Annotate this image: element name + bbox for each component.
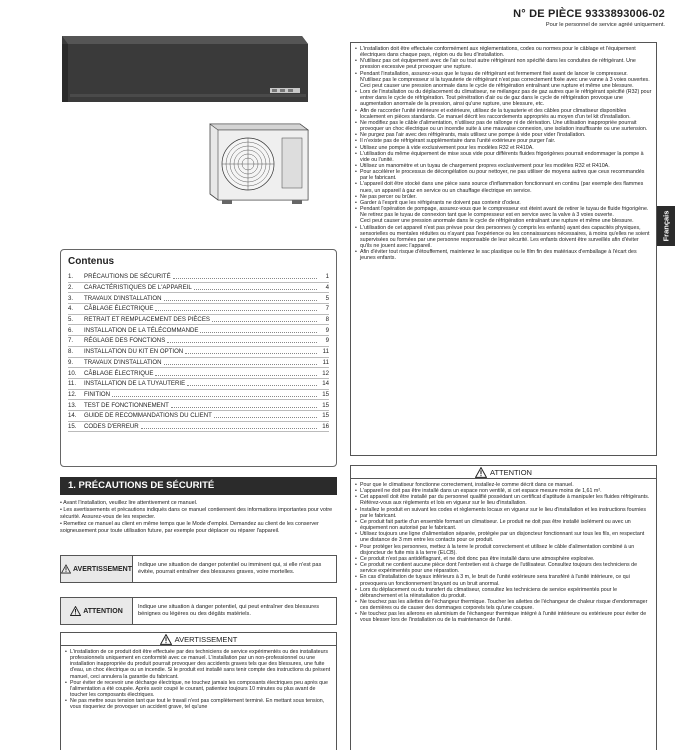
list-item: • Pour accélérer le processus de décongélation ou pour nettoyer, ne pas utiliser de moyens autres que ceux recommandés par le fabricant. [355,169,652,181]
toc-page-number: 9 [325,337,329,345]
part-number: N° DE PIÈCE 9333893006-02 [513,8,665,20]
toc-row[interactable] [68,422,329,433]
toc-row[interactable] [68,390,329,401]
attention-box [350,465,657,750]
toc-number: 11. [68,380,77,388]
list-item: • Ne touchez pas les ailettes de l'échangeur thermique. Toucher les ailettes de l'échangeur de chaleur risque d'endommager ces dernières ou de causer des dommages corporels tels qu'une coupure. [355,599,652,611]
toc-row[interactable] [68,272,329,283]
list-item: • Utilisez un manomètre et un tuyau de chargement propres exclusivement pour les modèles R32 et R410A. [355,163,652,169]
indoor-unit-image [62,36,308,102]
list-item: • Ce produit fait partie d'un ensemble formant un climatiseur. Le produit ne doit pas être installé isolément ou avec un équipement non autorisé par le fabricant. [355,519,652,531]
toc-entry-title: CÂBLAGE ÉLECTRIQUE [84,369,154,377]
list-item: • Afin de raccorder l'unité intérieure et extérieure, utilisez de la tuyauterie et des câbles pour climatiseur disponibles localement en pièces standards. Ce manuel décrit les raccordements appropriés au moyen d'un tel kit d'installation. [355,108,652,120]
toc-page-number: 7 [325,305,329,313]
toc-row[interactable] [68,315,329,326]
list-item: • En cas d'installation de tuyaux inférieurs à 3 m, le bruit de l'unité extérieure sera transféré à l'unité intérieure, ce qui provoquera un fonctionnement bruyant ou un bruit anormal. [355,574,652,586]
toc-page-number: 1 [325,273,329,281]
toc-page-number: 15 [322,412,329,420]
list-item: • Ne purgez pas l'air avec des réfrigérants, mais utilisez une pompe à vide pour vider l'installation. [355,132,652,138]
list-item: • Pour éviter de recevoir une décharge électrique, ne touchez jamais les composants électriques peu après que l'alimentation a été coupée. Après avoir coupé le courant, patientez toujours 10 minutes ou plus avant de toucher les composants électriques. [65,680,332,698]
table-of-contents [60,249,337,467]
list-item: • Il n'existe pas de réfrigérant supplémentaire dans l'unité extérieure pour purger l'air. [355,138,652,144]
toc-number: 8. [68,348,74,356]
toc-page-number: 16 [322,422,329,430]
toc-number: 10. [68,369,77,377]
toc-page-number: 11 [322,358,329,366]
toc-leader-dots [200,328,317,333]
toc-row[interactable] [68,400,329,411]
warning-list [61,646,336,714]
toc-entry-title: GUIDE DE RECOMMANDATIONS DU CLIENT [84,412,212,420]
list-item: • N'utilisez pas cet équipement avec de l'air ou tout autre réfrigérant non spécifié dans les conduites de réfrigérant. Une pression excessive peut provoquer une rupture. [355,58,652,70]
toc-entry-title: INSTALLATION DE LA TÉLÉCOMMANDE [84,326,199,334]
toc-leader-dots [214,413,317,418]
list-item: • Lors du déplacement ou du transfert du climatiseur, consultez les techniciens de service expérimentés pour le débranchement et la réinstallation du produit. [355,587,652,599]
toc-row[interactable] [68,336,329,347]
toc-row[interactable] [68,304,329,315]
warning-legend-desc: Indique une situation de danger potentiel ou imminent qui, si elle n'est pas évitée, pourrait entraîner des blessures graves, voire mortelles. [138,562,322,575]
list-item: N'utilisez pas le compresseur si la tuyauterie de réfrigérant n'est pas correctement fixée avec une vanne à 3 voies ouvertes. Ceci peut causer une pression anormale dans le cycle de réfrigération entraînant une rupture et même une blessure. [360,76,650,89]
page-header [470,8,665,28]
toc-page-number: 15 [322,401,329,409]
toc-entry-title: INSTALLATION DU KIT EN OPTION [84,348,184,356]
toc-page-number: 12 [322,369,329,377]
warning-box [60,632,337,750]
toc-row[interactable] [68,293,329,304]
toc-entry-title: CARACTÉRISTIQUES DE L'APPAREIL [84,284,192,292]
toc-row[interactable] [68,411,329,422]
list-item: • Ne touchez pas les ailerons en aluminium de l'échangeur thermique intégré à l'unité intérieure ou extérieure pour éviter de vous blesser lors de l'installation ou de la maintenance de l'unité. [355,611,652,623]
warning-triangle-icon [160,634,172,645]
safety-list [351,43,656,264]
list-item: • Utilisez une pompe à vide exclusivement pour les modèles R32 et R410A. [355,145,652,151]
list-item: Ne retirez pas le tuyau de connexion tant que le compresseur est en service avec la valve à 3 voies ouverte. [360,212,614,219]
toc-number: 12. [68,390,77,398]
toc-leader-dots [155,306,317,311]
toc-leader-dots [155,371,317,376]
list-item: • L'utilisation du même équipement de mise sous vide pour différents fluides frigorigènes pourrait endommager la pompe à vide ou l'unité. [355,151,652,163]
toc-entry-title: RETRAIT ET REMPLACEMENT DES PIÈCES [84,316,210,324]
language-tab[interactable] [656,206,675,246]
warning-box-title [61,633,336,646]
toc-number: 5. [68,316,74,324]
list-item: • Afin d'éviter tout risque d'étouffement, maintenez le sac plastique ou le film fin des matériaux d'emballage à l'écart des jeunes enfants. [355,249,652,261]
list-item: Ceci peut causer une pression anormale dans le cycle de réfrigération entraînant une rupture et même une blessure. [360,218,634,225]
list-item: • Garder à l'esprit que les réfrigérants ne doivent pas contenir d'odeur. [355,200,652,206]
toc-entry-title: PRÉCAUTIONS DE SÉCURITÉ [84,273,171,281]
warning-legend-label [61,556,133,582]
warning-legend-text: AVERTISSEMENT [73,565,132,573]
toc-number: 15. [68,422,77,430]
toc-entry-title: TRAVAUX D'INSTALLATION [84,294,162,302]
toc-row[interactable] [68,325,329,336]
toc-leader-dots [185,349,317,354]
warning-box-title-text: AVERTISSEMENT [174,634,238,644]
toc-row[interactable] [68,283,329,294]
toc-list [68,272,329,432]
toc-number: 3. [68,294,74,302]
list-item: • L'appareil ne doit pas être installé dans un espace non ventilé, si cet espace mesure moins de 1,61 m². [355,488,652,494]
list-item: • Pour que le climatiseur fonctionne correctement, installez-le comme décrit dans ce manuel. [355,482,652,488]
list-item: • L'appareil doit être stocké dans une pièce sans source d'inflammation fonctionnant en continu (par exemple des flammes nues, un appareil à gaz en service ou un chauffage électrique en service. [355,181,652,193]
list-item: • Pour protéger les personnes, mettez à la terre le produit correctement et utilisez le câble d'alimentation combiné à un disjoncteur de fuite mis à la terre (ELCB). [355,544,652,556]
language-tab-label: Français [661,210,670,242]
toc-page-number: 15 [322,390,329,398]
toc-page-number: 4 [325,284,329,292]
warning-triangle-icon [70,606,81,616]
toc-leader-dots [164,360,317,365]
header-subtitle: Pour le personnel de service agréé uniquement. [545,22,665,28]
toc-entry-title: CÂBLAGE ÉLECTRIQUE [84,305,154,313]
list-item: • Ne modifiez pas le câble d'alimentation, n'utilisez pas de rallonge ni de dérivation. Une utilisation inappropriée pourrait provoquer un choc électrique ou un incendie suite à une mauvaise connexion, une isolation insuffisante ou une surtension. [355,120,652,132]
toc-number: 14. [68,412,77,420]
warning-triangle-icon [475,467,487,478]
toc-title: Contenus [68,256,115,267]
toc-leader-dots [212,317,317,322]
toc-page-number: 11 [322,348,329,356]
warning-legend [60,555,337,583]
toc-number: 9. [68,358,74,366]
toc-row[interactable] [68,368,329,379]
list-item: • Pendant l'installation, assurez-vous que le tuyau de réfrigérant est fermement fixé avant de lancer le compresseur. [355,71,652,77]
list-item: • Installez le produit en suivant les codes et règlements locaux en vigueur sur le lieu d'installation et les instructions fournies par le fabricant. [355,507,652,519]
toc-row[interactable] [68,358,329,369]
toc-entry-title: CODES D'ERREUR [84,422,139,430]
toc-number: 7. [68,337,74,345]
attention-legend [60,597,337,625]
list-item: • Cet appareil doit être installé par du personnel qualifié possédant un certificat d'aptitude à manipuler les fluides réfrigérants. Référez-vous aux règlements et lois en vigueur sur le lieu d'installation. [355,494,652,506]
list-item: • Ce produit n'est pas antidéflagrant, et ne doit donc pas être installé dans une atmosphère explosive. [355,556,652,562]
list-item: • Utilisez toujours une ligne d'alimentation séparée, protégée par un disjoncteur fonctionnant sur tous les fils, en respectant une distance de 3 mm entre les contacts pour ce produit. [355,531,652,543]
section-heading: 1. PRÉCAUTIONS DE SÉCURITÉ [60,477,337,495]
intro-text [60,500,337,535]
toc-number: 6. [68,326,74,334]
list-item: • L'installation doit être effectuée conformément aux réglementations, codes ou normes pour le câblage et l'équipement électriques dans chaque pays, région ou du lieu d'installation. [355,46,652,58]
toc-leader-dots [112,392,317,397]
outdoor-unit-image [210,124,308,204]
safety-list-box [350,42,657,456]
product-illustration [60,30,310,240]
toc-leader-dots [167,338,317,343]
attention-box-title-text: ATTENTION [490,467,532,477]
toc-leader-dots [164,296,317,301]
toc-entry-title: RÉGLAGE DES FONCTIONS [84,337,166,345]
list-item: • Ne pas mettre sous tension tant que tout le travail n'est pas complètement terminé. En mettant sous tension, vous risqueriez de provoquer un accident grave, tel qu'une [65,698,332,710]
toc-number: 13. [68,401,77,409]
toc-page-number: 14 [322,380,329,388]
toc-number: 4. [68,305,74,313]
attention-legend-text: ATTENTION [83,607,123,615]
toc-page-number: 5 [325,294,329,302]
toc-number: 2. [68,284,74,292]
intro-paragraph: • Remettez ce manuel au client en même temps que le Mode d'emploi. Demandez au client de les conserver soigneusement pour toute utilisation future, par exemple pour déplacer ou réparer l'appareil. [60,521,319,534]
list-item: • Ce produit ne contient aucune pièce dont l'entretien est à charge de l'utilisateur. Consultez toujours des techniciens de service expérimentés pour une réparation. [355,562,652,574]
toc-leader-dots [194,285,317,290]
toc-entry-title: FINITION [84,390,111,398]
list-item: • Pendant l'opération de pompage, assurez-vous que le compresseur est éteint avant de retirer le tuyau de fluide frigorigène. [355,206,652,212]
warning-triangle-icon [61,564,71,574]
attention-box-title [351,466,656,479]
toc-row[interactable] [68,379,329,390]
toc-number: 1. [68,273,74,281]
toc-entry-title: TRAVAUX D'INSTALLATION [84,358,162,366]
intro-paragraph: • Avant l'installation, veuillez lire attentivement ce manuel. [60,500,198,506]
toc-entry-title: INSTALLATION DE LA TUYAUTERIE [84,380,186,388]
toc-page-number: 9 [325,326,329,334]
toc-leader-dots [171,403,317,408]
attention-legend-label [61,598,133,624]
toc-leader-dots [173,274,317,279]
intro-paragraph: • Les avertissements et précautions indiqués dans ce manuel contiennent des informations importantes pour votre sécurité. Assurez-vous de les respecter. [60,507,333,520]
toc-entry-title: TEST DE FONCTIONNEMENT [84,401,169,409]
toc-page-number: 8 [325,316,329,324]
toc-leader-dots [187,381,317,386]
list-item: • Ne pas percer ou brûler. [355,194,652,200]
list-item: • L'installation de ce produit doit être effectuée par des techniciens de service expérimentés ou des installateurs professionnels uniquement en conformité avec ce manuel. L'installation par un non-professionnel ou une installation inappropriée du produit pourrait provoquer des accidents graves tels que des blessures, une fuite d'eau, un choc électrique ou un incendie. Si le produit est installé sans tenir compte des instructions du présent manuel, ceci annulera la garantie du fabricant. [65,649,332,680]
list-item: • Lors de l'installation ou du déplacement du climatiseur, ne mélangez pas de gaz autres que le réfrigérant spécifié (R32) pour entrer dans le cycle de réfrigération. Tout pénétration d'air ou de gaz dans le cycle de réfrigération provoque une augmentation anormale de la pression, ainsi qu'une rupture, une blessure, etc. [355,89,652,107]
toc-row[interactable] [68,347,329,358]
attention-legend-desc: Indique une situation à danger potentiel, qui peut entraîner des blessures bénignes ou légères ou des dégâts matériels. [138,604,319,617]
toc-leader-dots [141,424,317,429]
list-item: • L'utilisation de cet appareil n'est pas prévue pour des personnes (y compris les enfants) ayant des capacités physiques, sensorielles ou mentales réduites ou n'ayant pas l'expérience ou les connaissances nécessaires, à moins qu'elles ne soient supervisées ou formées par une personne responsable de leur sécurité. Les enfants doivent être surveillés afin d'éviter qu'ils ne jouent avec l'appareil. [355,225,652,250]
attention-list [351,479,656,627]
